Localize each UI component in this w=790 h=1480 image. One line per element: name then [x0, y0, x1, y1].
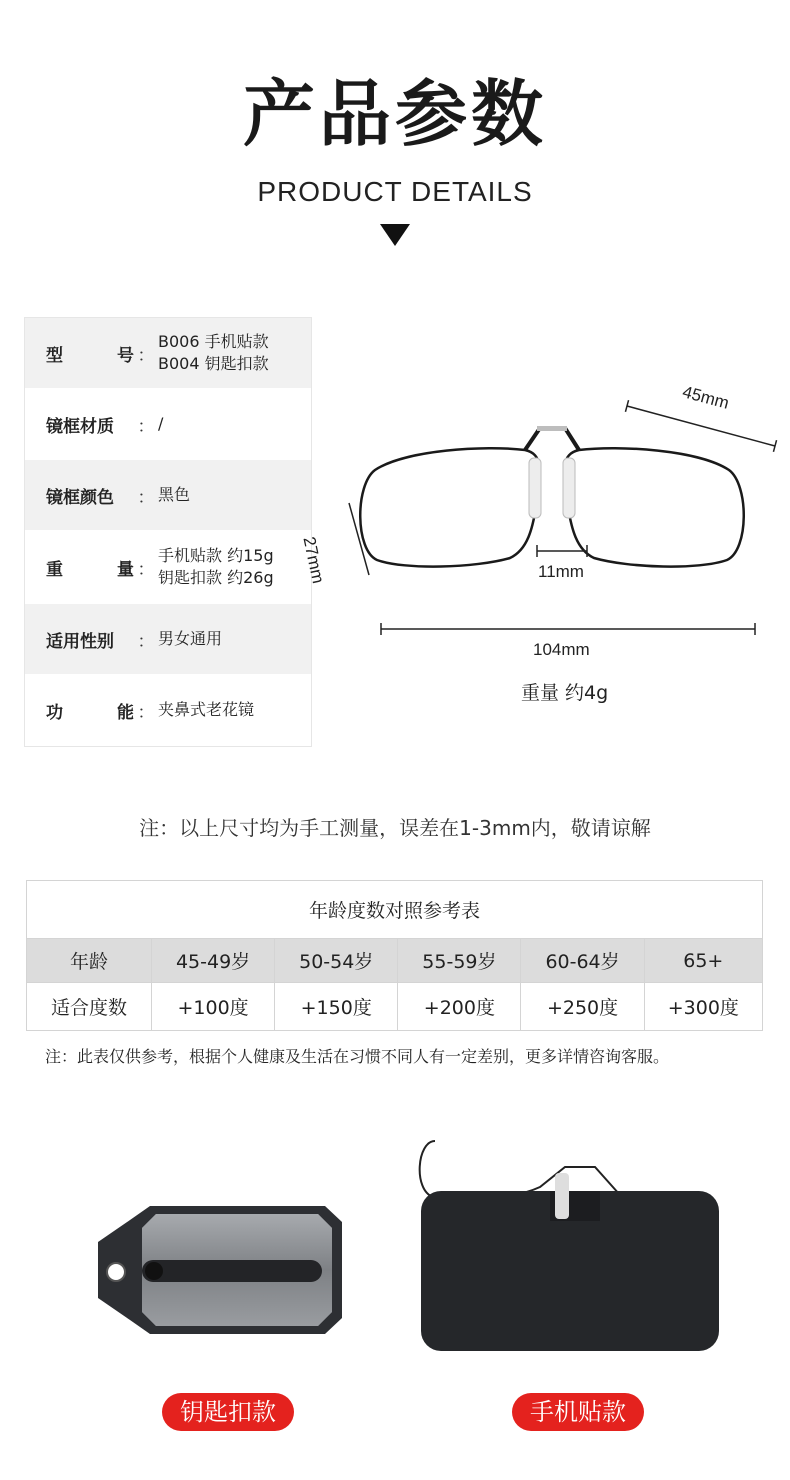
left-lens — [360, 448, 539, 566]
nose-pad-right — [563, 458, 575, 518]
dim-bridge: 11mm — [538, 562, 584, 581]
spec-row-material — [25, 388, 311, 460]
spec-colon: ： — [137, 631, 155, 652]
spec-value: 夹鼻式老花镜 — [158, 700, 255, 719]
phone-label: 手机贴款 — [512, 1393, 644, 1431]
spec-row-model — [25, 318, 311, 388]
spec-row-weight — [25, 530, 311, 604]
spec-colon: ： — [137, 559, 155, 580]
table-cell: 60-64岁 — [521, 939, 644, 983]
spec-label: 镜框颜色 — [46, 487, 114, 508]
dim-total-width: 104mm — [533, 640, 590, 659]
dim-lens-width: 45mm — [680, 382, 732, 413]
right-lens — [564, 448, 743, 566]
spec-colon: ： — [137, 702, 155, 723]
table-cell: 55-59岁 — [398, 939, 521, 983]
measurement-note: 注：以上尺寸均为手工测量，误差在1-3mm内，敬请谅解 — [139, 816, 651, 840]
spec-table — [24, 317, 312, 747]
keychain-label: 钥匙扣款 — [162, 1393, 294, 1431]
table-cell: +200度 — [398, 983, 521, 1031]
table-row — [27, 939, 763, 983]
age-power-table — [26, 880, 763, 1031]
table-caption: 年龄度数对照参考表 — [27, 881, 763, 939]
table-cell: 65+ — [644, 939, 762, 983]
dim-lens-height: 27mm — [299, 535, 328, 586]
table-cell: 50-54岁 — [275, 939, 398, 983]
spec-value: B006 手机贴款 B004 钥匙扣款 — [158, 332, 269, 373]
spec-label: 适用性别 — [46, 631, 114, 652]
table-cell: +100度 — [152, 983, 275, 1031]
page-title: 产品参数 — [242, 72, 547, 156]
table-cell: +150度 — [275, 983, 398, 1031]
keychain-case-image — [90, 1200, 345, 1340]
spec-row-color — [25, 460, 311, 530]
spec-value: / — [158, 414, 164, 433]
table-cell: 45-49岁 — [152, 939, 275, 983]
spec-row-function — [25, 674, 311, 746]
spec-value: 手机贴款 约15g 钥匙扣款 约26g — [158, 546, 274, 587]
nose-pad-left — [529, 458, 541, 518]
spec-label: 镜框材质 — [46, 416, 114, 437]
glasses-weight: 重量 约4g — [521, 682, 609, 704]
spec-row-gender — [25, 604, 311, 674]
phone-case-image — [415, 1135, 725, 1355]
reference-note: 注：此表仅供参考，根据个人健康及生活在习惯不同人有一定差别，更多详情咨询客服。 — [45, 1047, 670, 1066]
spec-label: 重 量 — [46, 559, 134, 580]
table-row — [27, 983, 763, 1031]
spec-label: 型 号 — [46, 345, 134, 366]
bridge — [525, 428, 579, 450]
table-caption-row — [27, 881, 763, 939]
spec-colon: ： — [137, 416, 155, 437]
spec-value: 黑色 — [158, 485, 191, 504]
page-subtitle: PRODUCT DETAILS — [257, 176, 533, 207]
spec-colon: ： — [137, 487, 155, 508]
table-cell: +300度 — [644, 983, 762, 1031]
row-header-power: 适合度数 — [27, 983, 152, 1031]
down-triangle-icon — [380, 224, 410, 246]
row-header-age: 年龄 — [27, 939, 152, 983]
spec-value: 男女通用 — [158, 629, 223, 648]
table-cell: +250度 — [521, 983, 644, 1031]
spec-label: 功 能 — [46, 702, 134, 723]
spec-colon: ： — [137, 345, 155, 366]
